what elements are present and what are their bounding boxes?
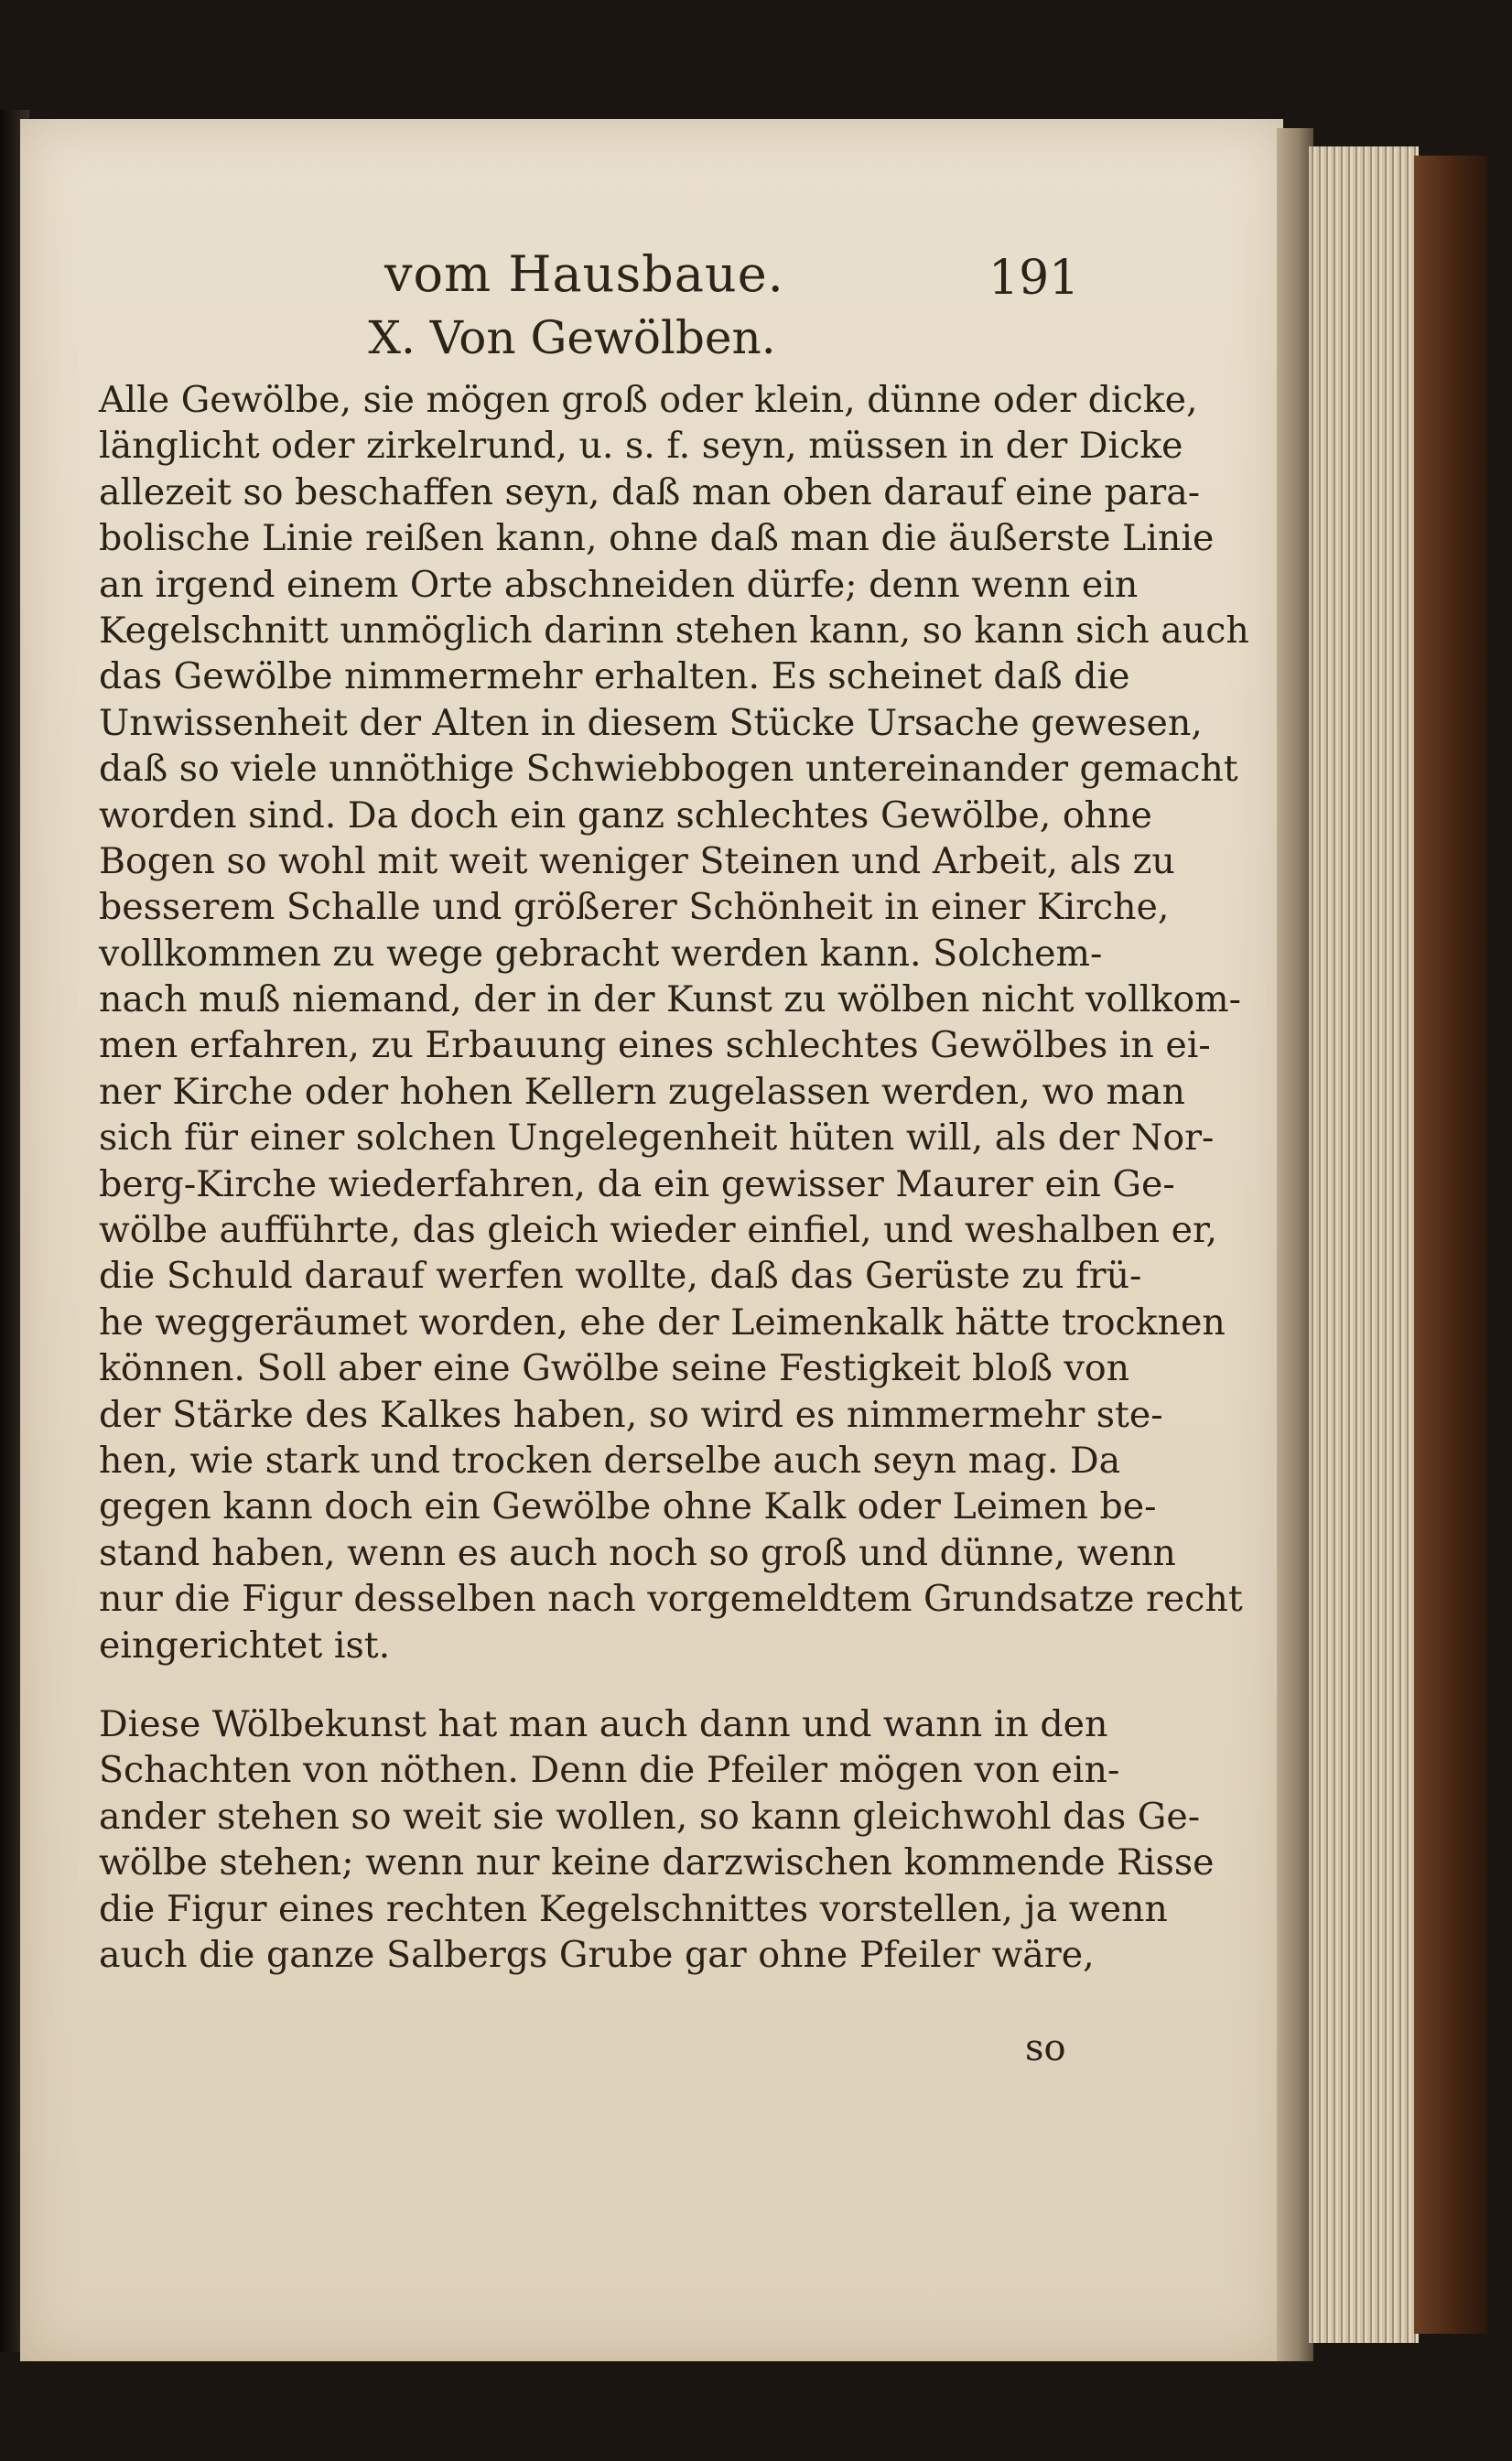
text-line: men erfahren, zu Erbauung eines schlechtes Gewölbes in ei-: [99, 1024, 1211, 1067]
text-line: allezeit so beschaffen seyn, daß man oben darauf eine para-: [99, 470, 1201, 513]
catchword: so: [1025, 2027, 1066, 2069]
text-line: stand haben, wenn es auch noch so groß und dünne, wenn: [99, 1531, 1176, 1574]
text-line: besserem Schalle und größerer Schönheit in einer Kirche,: [99, 886, 1170, 929]
text-line: nach muß niemand, der in der Kunst zu wölben nicht vollkom-: [99, 978, 1241, 1021]
page-header: [384, 245, 1117, 318]
section-title: X. Von Gewölben.: [368, 311, 776, 364]
text-line: an irgend einem Orte abschneiden dürfe; denn wenn ein: [99, 563, 1139, 606]
running-head: vom Hausbaue.: [384, 245, 784, 303]
text-line: bolische Linie reißen kann, ohne daß man die äußerste Linie: [99, 517, 1215, 560]
page-number: 191: [988, 251, 1080, 306]
page-gutter: [1277, 128, 1313, 2361]
text-line: hen, wie stark und trocken derselbe auch seyn mag. Da: [99, 1439, 1121, 1482]
text-line: die Figur eines rechten Kegelschnittes vorstellen, ja wenn: [99, 1887, 1168, 1930]
body-text: [99, 377, 1249, 1978]
text-line: worden sind. Da doch ein ganz schlechtes Gewölbe, ohne: [99, 793, 1152, 837]
text-line: sich für einer solchen Ungelegenheit hüten will, als der Nor-: [99, 1117, 1215, 1160]
text-line: berg-Kirche wiederfahren, da ein gewisser Maurer ein Ge-: [99, 1162, 1175, 1205]
text-line: ander stehen so weit sie wollen, so kann gleichwohl das Ge-: [99, 1795, 1201, 1838]
text-line: gegen kann doch ein Gewölbe ohne Kalk oder Leimen be-: [99, 1485, 1157, 1528]
text-line: Kegelschnitt unmöglich darinn stehen kann, so kann sich auch: [99, 609, 1249, 652]
text-line: wölbe stehen; wenn nur keine darzwischen kommende Risse: [99, 1841, 1215, 1884]
text-line: länglicht oder zirkelrund, u. s. f. seyn, müssen in der Dicke: [99, 425, 1183, 468]
text-line: eingerichtet ist.: [99, 1624, 391, 1667]
text-line: auch die ganze Salbergs Grube gar ohne Pfeiler wäre,: [99, 1933, 1095, 1976]
page-edges: [1309, 146, 1419, 2343]
paragraph: [99, 377, 1249, 1668]
leather-binding: [1414, 156, 1487, 2334]
text-line: daß so viele unnöthige Schwiebbogen untereinander gemacht: [99, 748, 1238, 791]
text-line: he weggeräumet worden, ehe der Leimenkalk hätte trocknen: [99, 1301, 1226, 1344]
text-line: Unwissenheit der Alten in diesem Stücke Ursache gewesen,: [99, 701, 1203, 744]
text-line: Diese Wölbekunst hat man auch dann und wann in den: [99, 1702, 1108, 1745]
paragraph-gap: [99, 1668, 1071, 1701]
text-line: wölbe aufführte, das gleich wieder einfiel, und weshalben er,: [99, 1209, 1218, 1252]
paragraph: [99, 1701, 1215, 1978]
text-line: Alle Gewölbe, sie mögen groß oder klein, dünne oder dicke,: [99, 379, 1198, 421]
text-line: nur die Figur desselben nach vorgemeldtem Grundsatze recht: [99, 1578, 1243, 1621]
text-line: Bogen so wohl mit weit weniger Steinen und Arbeit, als zu: [99, 839, 1175, 882]
section-title-row: [0, 311, 1071, 364]
text-line: der Stärke des Kalkes haben, so wird es nimmermehr ste-: [99, 1393, 1163, 1436]
text-line: Schachten von nöthen. Denn die Pfeiler mögen von ein-: [99, 1749, 1120, 1792]
text-line: das Gewölbe nimmermehr erhalten. Es scheinet daß die: [99, 655, 1130, 698]
text-line: ner Kirche oder hohen Kellern zugelassen werden, wo man: [99, 1070, 1185, 1113]
text-line: vollkommen zu wege gebracht werden kann. Solchem-: [99, 932, 1103, 975]
text-line: können. Soll aber eine Gwölbe seine Festigkeit bloß von: [99, 1347, 1130, 1390]
text-line: die Schuld darauf werfen wollte, daß das Gerüste zu frü-: [99, 1255, 1142, 1298]
